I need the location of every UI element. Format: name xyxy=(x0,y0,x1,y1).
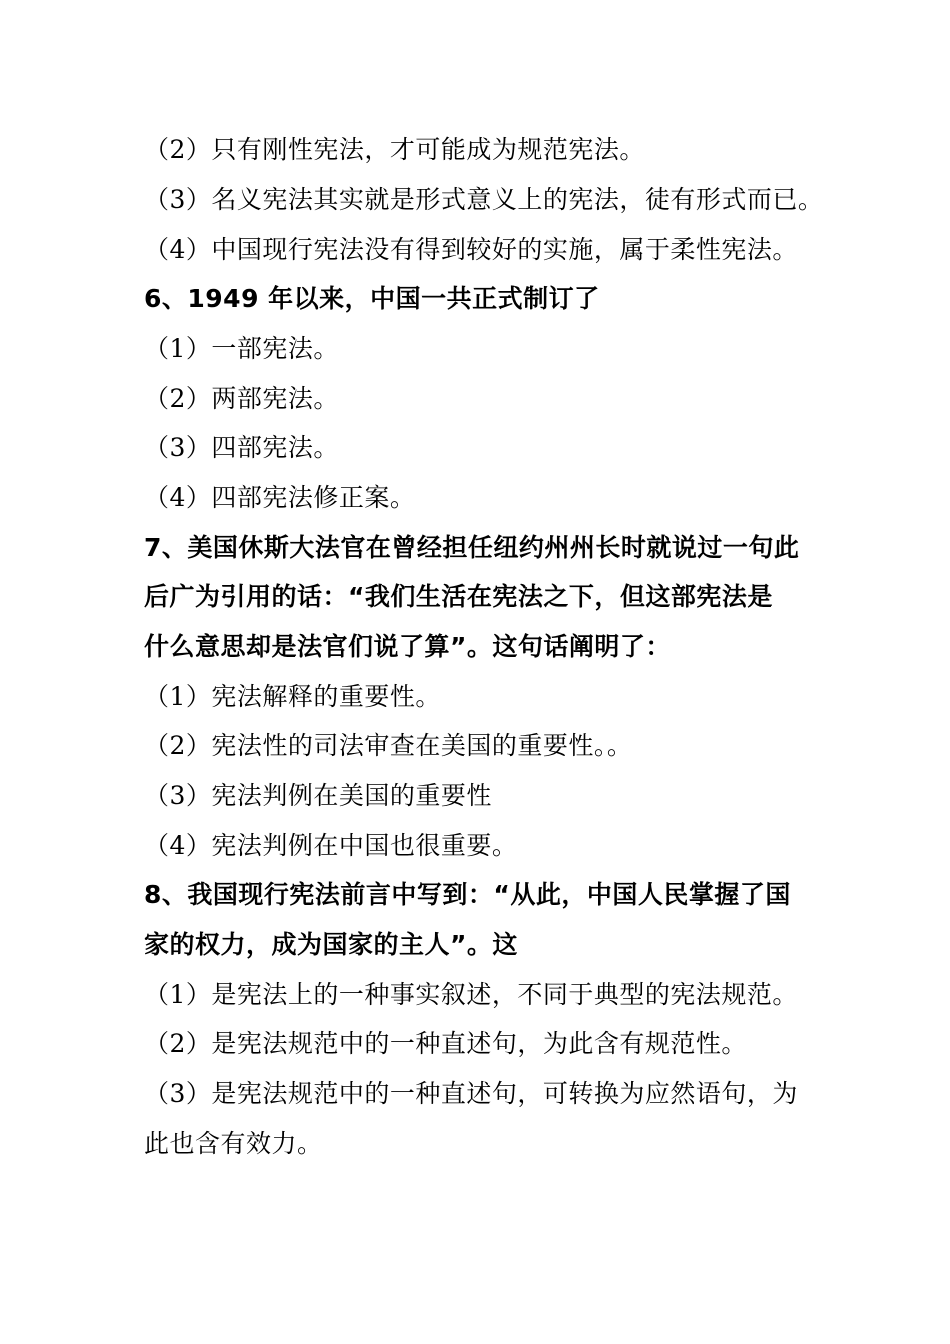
q8-option-1: （1）是宪法上的一种事实叙述，不同于典型的宪法规范。 xyxy=(144,980,798,1009)
question-7-line-3: 什么意思却是法官们说了算”。这句话阐明了： xyxy=(144,632,671,661)
question-8-line-2: 家的权力，成为国家的主人”。这 xyxy=(144,930,518,959)
q7-option-3: （3）宪法判例在美国的重要性 xyxy=(144,781,492,810)
question-6: 6、1949 年以来，中国一共正式制订了 xyxy=(144,284,600,313)
q5-option-2: （2）只有刚性宪法，才可能成为规范宪法。 xyxy=(144,135,645,164)
q5-option-3: （3）名义宪法其实就是形式意义上的宪法，徒有形式而已。 xyxy=(144,185,824,214)
q6-option-2: （2）两部宪法。 xyxy=(144,384,339,413)
q8-option-3-line-1: （3）是宪法规范中的一种直述句，可转换为应然语句，为 xyxy=(144,1079,798,1108)
question-7-line-1: 7、美国休斯大法官在曾经担任纽约州州长时就说过一句此 xyxy=(144,533,800,562)
q7-option-4: （4）宪法判例在中国也很重要。 xyxy=(144,831,518,860)
q8-option-2: （2）是宪法规范中的一种直述句，为此含有规范性。 xyxy=(144,1029,747,1058)
q6-option-3: （3）四部宪法。 xyxy=(144,433,339,462)
q6-option-1: （1）一部宪法。 xyxy=(144,334,339,363)
q7-option-1: （1）宪法解释的重要性。 xyxy=(144,682,441,711)
q8-option-3-line-2: 此也含有效力。 xyxy=(144,1129,323,1158)
question-8-line-1: 8、我国现行宪法前言中写到：“从此，中国人民掌握了国 xyxy=(144,880,791,909)
q6-option-4: （4）四部宪法修正案。 xyxy=(144,483,416,512)
question-7-line-2: 后广为引用的话：“我们生活在宪法之下，但这部宪法是 xyxy=(144,582,773,611)
q7-option-2: （2）宪法性的司法审查在美国的重要性。。 xyxy=(144,731,633,760)
q5-option-4: （4）中国现行宪法没有得到较好的实施，属于柔性宪法。 xyxy=(144,235,798,264)
